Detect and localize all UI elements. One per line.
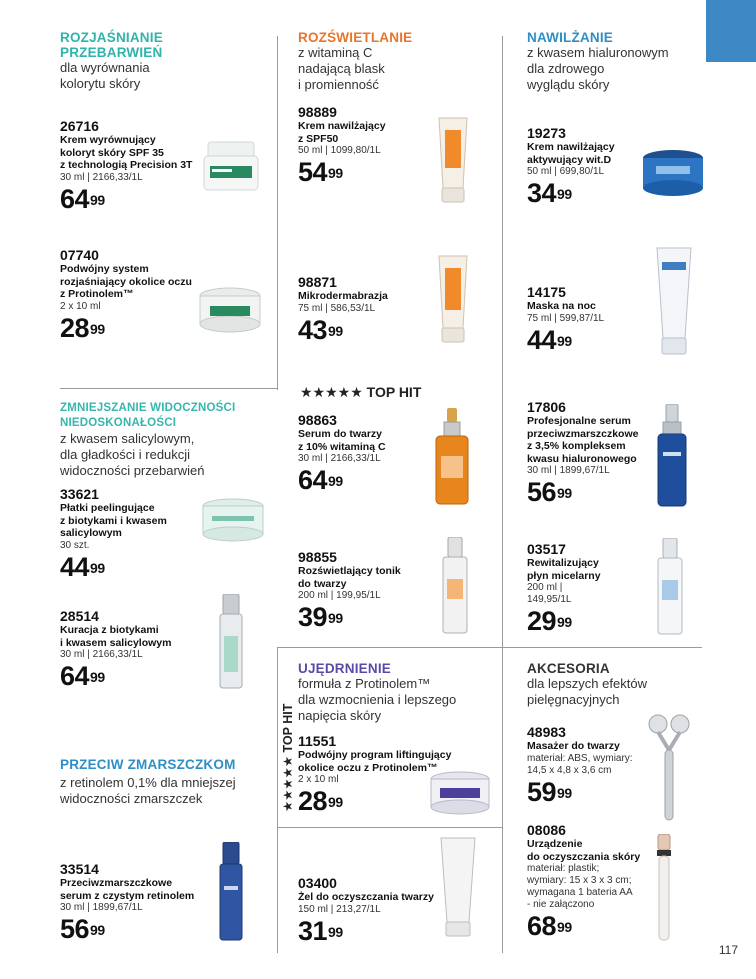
product-code: 07740 (60, 247, 99, 263)
section-subtitle-2: pielęgnacyjnych (527, 692, 620, 707)
section-illuminating (298, 30, 412, 93)
product-name: przeciwzmarszczkowe (527, 427, 639, 440)
product-name: i kwasem salicylowym (60, 636, 172, 649)
product-name: Masażer do twarzy (527, 740, 620, 752)
section-title-line2: NIEDOSKONAŁOŚCI (60, 417, 177, 429)
section-subtitle-2: kolorytu skóry (60, 76, 141, 91)
product-name: do twarzy (298, 577, 347, 590)
product-name: serum z czystym retinolem (60, 889, 195, 902)
section-brightening (60, 30, 163, 92)
product-price: $64^{99}$ (60, 183, 105, 214)
product-code: 98855 (298, 549, 337, 565)
product-image-cleansing-gel-tube (438, 836, 478, 938)
section-subtitle-1: z kwasem hialuronowym (527, 45, 669, 60)
product-03400[interactable] (298, 875, 434, 946)
product-name: Maska na noc (527, 300, 596, 312)
product-info: 200 ml | 199,95/1L (298, 590, 381, 601)
product-name: Płatki peelingujące (60, 502, 155, 514)
product-price: $44^{99}$ (527, 324, 572, 355)
product-info: 75 ml | 599,87/1L (527, 312, 605, 324)
product-code: 14175 (527, 284, 566, 300)
product-name: Rozświetlający tonik (298, 565, 401, 577)
section-subtitle-3: widoczności przebarwień (60, 463, 205, 478)
section-divider-left (60, 388, 277, 389)
section-title: ZMNIEJSZANIE WIDOCZNOŚCI (60, 402, 236, 414)
corner-tab (706, 0, 756, 62)
product-image-night-mask-tube (654, 246, 694, 356)
product-code: 17806 (527, 399, 566, 415)
product-08086[interactable] (527, 822, 640, 941)
product-price: $64^{99}$ (298, 465, 343, 495)
product-image-treatment-bottle (216, 594, 246, 690)
star-icon: ★★★★★ (300, 384, 363, 400)
product-code: 98871 (298, 274, 337, 290)
section-firming (298, 661, 456, 724)
product-name: Przeciwzmarszczkowe (60, 877, 173, 889)
star-icon: ★★★★★ (281, 755, 295, 812)
section-accessories (527, 661, 647, 708)
product-name: Kuracja z biotykami (60, 624, 159, 636)
section-subtitle-2: dla wzmocnienia i lepszego (298, 692, 457, 707)
product-price: $28^{99}$ (298, 786, 343, 816)
product-name: koloryt skóry SPF 35 (60, 146, 164, 159)
product-info: 200 ml | (527, 582, 563, 593)
product-code: 28514 (60, 608, 99, 624)
product-info: 50 ml | 1099,80/1L (298, 145, 381, 156)
product-price: $28^{99}$ (60, 312, 105, 343)
product-image-pads-jar (200, 498, 266, 544)
product-code: 11551 (298, 733, 337, 749)
product-code: 19273 (527, 125, 566, 141)
product-name: Rewitalizujący (527, 557, 599, 569)
section-subtitle-3: wyglądu skóry (527, 77, 610, 92)
section-hydration (527, 30, 669, 93)
product-info: 30 szt. (60, 539, 90, 551)
product-image-hyaluronic-serum (654, 404, 690, 508)
column-divider-left-upper (277, 36, 278, 390)
product-info: materiał: plastik; (527, 863, 600, 874)
product-info: 2 x 10 ml (60, 300, 101, 312)
page-number: 117 (718, 943, 738, 957)
product-info: materiał: ABS, wymiary: (527, 752, 633, 764)
product-code: 26716 (60, 118, 99, 134)
section-title: AKCESORIA (527, 661, 610, 676)
product-name: Urządzenie (527, 838, 583, 850)
product-14175[interactable] (527, 284, 604, 355)
product-98871[interactable] (298, 274, 388, 345)
product-code: 98863 (298, 412, 337, 428)
product-name: Żel do oczyszczania twarzy (298, 891, 434, 903)
section-divider-right (502, 647, 702, 648)
product-19273[interactable] (527, 125, 615, 208)
section-subtitle-1: dla wyrównania (60, 60, 150, 75)
product-26716[interactable] (60, 118, 192, 214)
product-name: Serum do twarzy (298, 428, 383, 440)
section-title-line2: PRZEBARWIEŃ (60, 45, 163, 60)
product-info: 50 ml | 699,80/1L (527, 166, 605, 177)
section-subtitle-1: z kwasem salicylowym, (60, 431, 195, 446)
product-image-cleansing-brush (654, 834, 674, 942)
product-info: 149,95/1L (527, 594, 572, 605)
section-subtitle-2: widoczności zmarszczek (60, 791, 203, 806)
product-info: 30 ml | 1899,67/1L (527, 465, 610, 476)
product-info: 30 ml | 2166,33/1L (298, 453, 381, 464)
section-divider-mid (277, 647, 502, 648)
product-name: okolice oczu z Protinolem™ (298, 761, 438, 774)
section-subtitle-2: nadającą blask (298, 61, 385, 76)
product-name: z biotykami i kwasem (60, 514, 167, 527)
product-name: do oczyszczania skóry (527, 850, 641, 863)
product-image-microdermabrasion-tube (436, 254, 470, 344)
section-subtitle-1: z retinolem 0,1% dla mniejszej (60, 775, 236, 790)
product-info: 2 x 10 ml (298, 774, 339, 785)
product-image-retinol-serum (216, 842, 246, 942)
product-image-vitd-jar (640, 148, 706, 202)
product-name: z 3,5% kompleksem (527, 440, 626, 452)
column-divider-right-lower (502, 648, 503, 953)
product-98889[interactable] (298, 104, 386, 187)
product-name: Krem nawilżający (527, 141, 615, 153)
product-image-face-roller (646, 712, 692, 822)
section-subtitle-3: napięcia skóry (298, 708, 382, 723)
product-info: wymiary: 15 x 3 x 3 cm; (527, 875, 632, 886)
section-subtitle-2: dla zdrowego (527, 61, 605, 76)
product-07740[interactable] (60, 247, 192, 343)
product-price: $29^{99}$ (527, 606, 572, 636)
product-name: Mikrodermabrazja (298, 290, 388, 302)
product-info: 14,5 x 4,8 x 3,6 cm (527, 764, 612, 776)
product-info: 30 ml | 2166,33/1L (60, 649, 143, 660)
product-code: 33621 (60, 486, 99, 502)
product-code: 33514 (60, 861, 99, 877)
product-33514[interactable] (60, 861, 194, 944)
product-name: kwasu hialuronowego (527, 452, 637, 465)
product-info: wymagana 1 bateria AA (527, 887, 633, 898)
product-name: Podwójny system (60, 263, 149, 275)
product-name: z SPF50 (298, 132, 339, 145)
section-subtitle-3: i promienność (298, 77, 379, 92)
product-info: - nie załączono (527, 899, 595, 910)
product-name: płyn micelarny (527, 569, 601, 582)
product-info: 30 ml | 2166,33/1L (60, 171, 143, 183)
section-title: UJĘDRNIENIE (298, 661, 391, 676)
product-info: 150 ml | 213,27/1L (298, 903, 381, 915)
product-name: salicylowym (60, 527, 122, 539)
product-price: $34^{99}$ (527, 178, 572, 208)
product-name: rozjaśniający okolice oczu (60, 275, 192, 288)
section-title: NAWILŻANIE (527, 30, 613, 45)
section-title: PRZECIW ZMARSZCZKOM (60, 757, 236, 772)
product-code: 48983 (527, 724, 566, 740)
section-title: ROZJAŚNIANIE (60, 30, 163, 45)
product-price: $59^{99}$ (527, 776, 572, 807)
product-info: 30 ml | 1899,67/1L (60, 902, 143, 913)
product-name: z 10% witaminą C (298, 440, 386, 453)
product-code: 03400 (298, 875, 337, 891)
section-subtitle-1: z witaminą C (298, 45, 373, 60)
product-image-tonic-bottle (440, 537, 470, 635)
product-33621[interactable] (60, 486, 167, 582)
product-48983[interactable] (527, 724, 633, 807)
section-subtitle-1: dla lepszych efektów (527, 676, 647, 691)
section-title: ROZŚWIETLANIE (298, 30, 413, 45)
product-name: z technologią Precision 3T (60, 159, 193, 171)
section-blemishes (60, 401, 235, 479)
section-subtitle-2: dla gładkości i redukcji (60, 447, 191, 462)
product-image-spf-tube (436, 116, 470, 204)
product-name: z Protinolem™ (60, 288, 134, 300)
product-price: $44^{99}$ (60, 551, 105, 582)
product-03517[interactable] (527, 541, 601, 636)
product-code: 03517 (527, 541, 566, 557)
product-price: $43^{99}$ (298, 314, 343, 345)
product-28514[interactable] (60, 608, 171, 691)
product-image-eye-duo-jar (196, 286, 264, 336)
product-price: $68^{99}$ (527, 911, 572, 941)
product-price: $31^{99}$ (298, 915, 343, 946)
product-code: 98889 (298, 104, 337, 120)
product-image-micellar-bottle (655, 538, 685, 636)
product-98863[interactable] (298, 412, 386, 495)
product-price: $39^{99}$ (298, 602, 343, 632)
section-subtitle-1: formuła z Protinolem™ (298, 676, 431, 691)
product-name: Profesjonalne serum (527, 415, 631, 427)
product-price: $64^{99}$ (60, 661, 105, 691)
product-price: $56^{99}$ (527, 477, 572, 507)
product-price: $56^{99}$ (60, 914, 105, 944)
product-price: $54^{99}$ (298, 157, 343, 187)
product-name: Krem wyrównujący (60, 134, 156, 146)
product-name: Krem nawilżający (298, 120, 386, 132)
product-name: Podwójny program liftingujący (298, 749, 452, 761)
section-divider-mid-bottom (277, 827, 502, 828)
product-98855[interactable] (298, 549, 401, 632)
column-divider-right-upper (502, 36, 503, 648)
product-image-vitc-serum (432, 408, 472, 506)
column-divider-left-lower (277, 648, 278, 953)
product-image-cream-jar (198, 140, 264, 196)
product-image-eye-lift-jar (428, 770, 492, 818)
section-anti-wrinkle (60, 757, 236, 807)
product-name: aktywujący wit.D (527, 153, 612, 166)
product-info: 75 ml | 586,53/1L (298, 302, 376, 314)
product-17806[interactable] (527, 399, 638, 507)
product-code: 08086 (527, 822, 566, 838)
top-hit-badge: ★★★★★ TOP HIT (300, 384, 422, 400)
top-hit-vertical-badge: ★★★★★ TOP HIT (281, 703, 295, 812)
